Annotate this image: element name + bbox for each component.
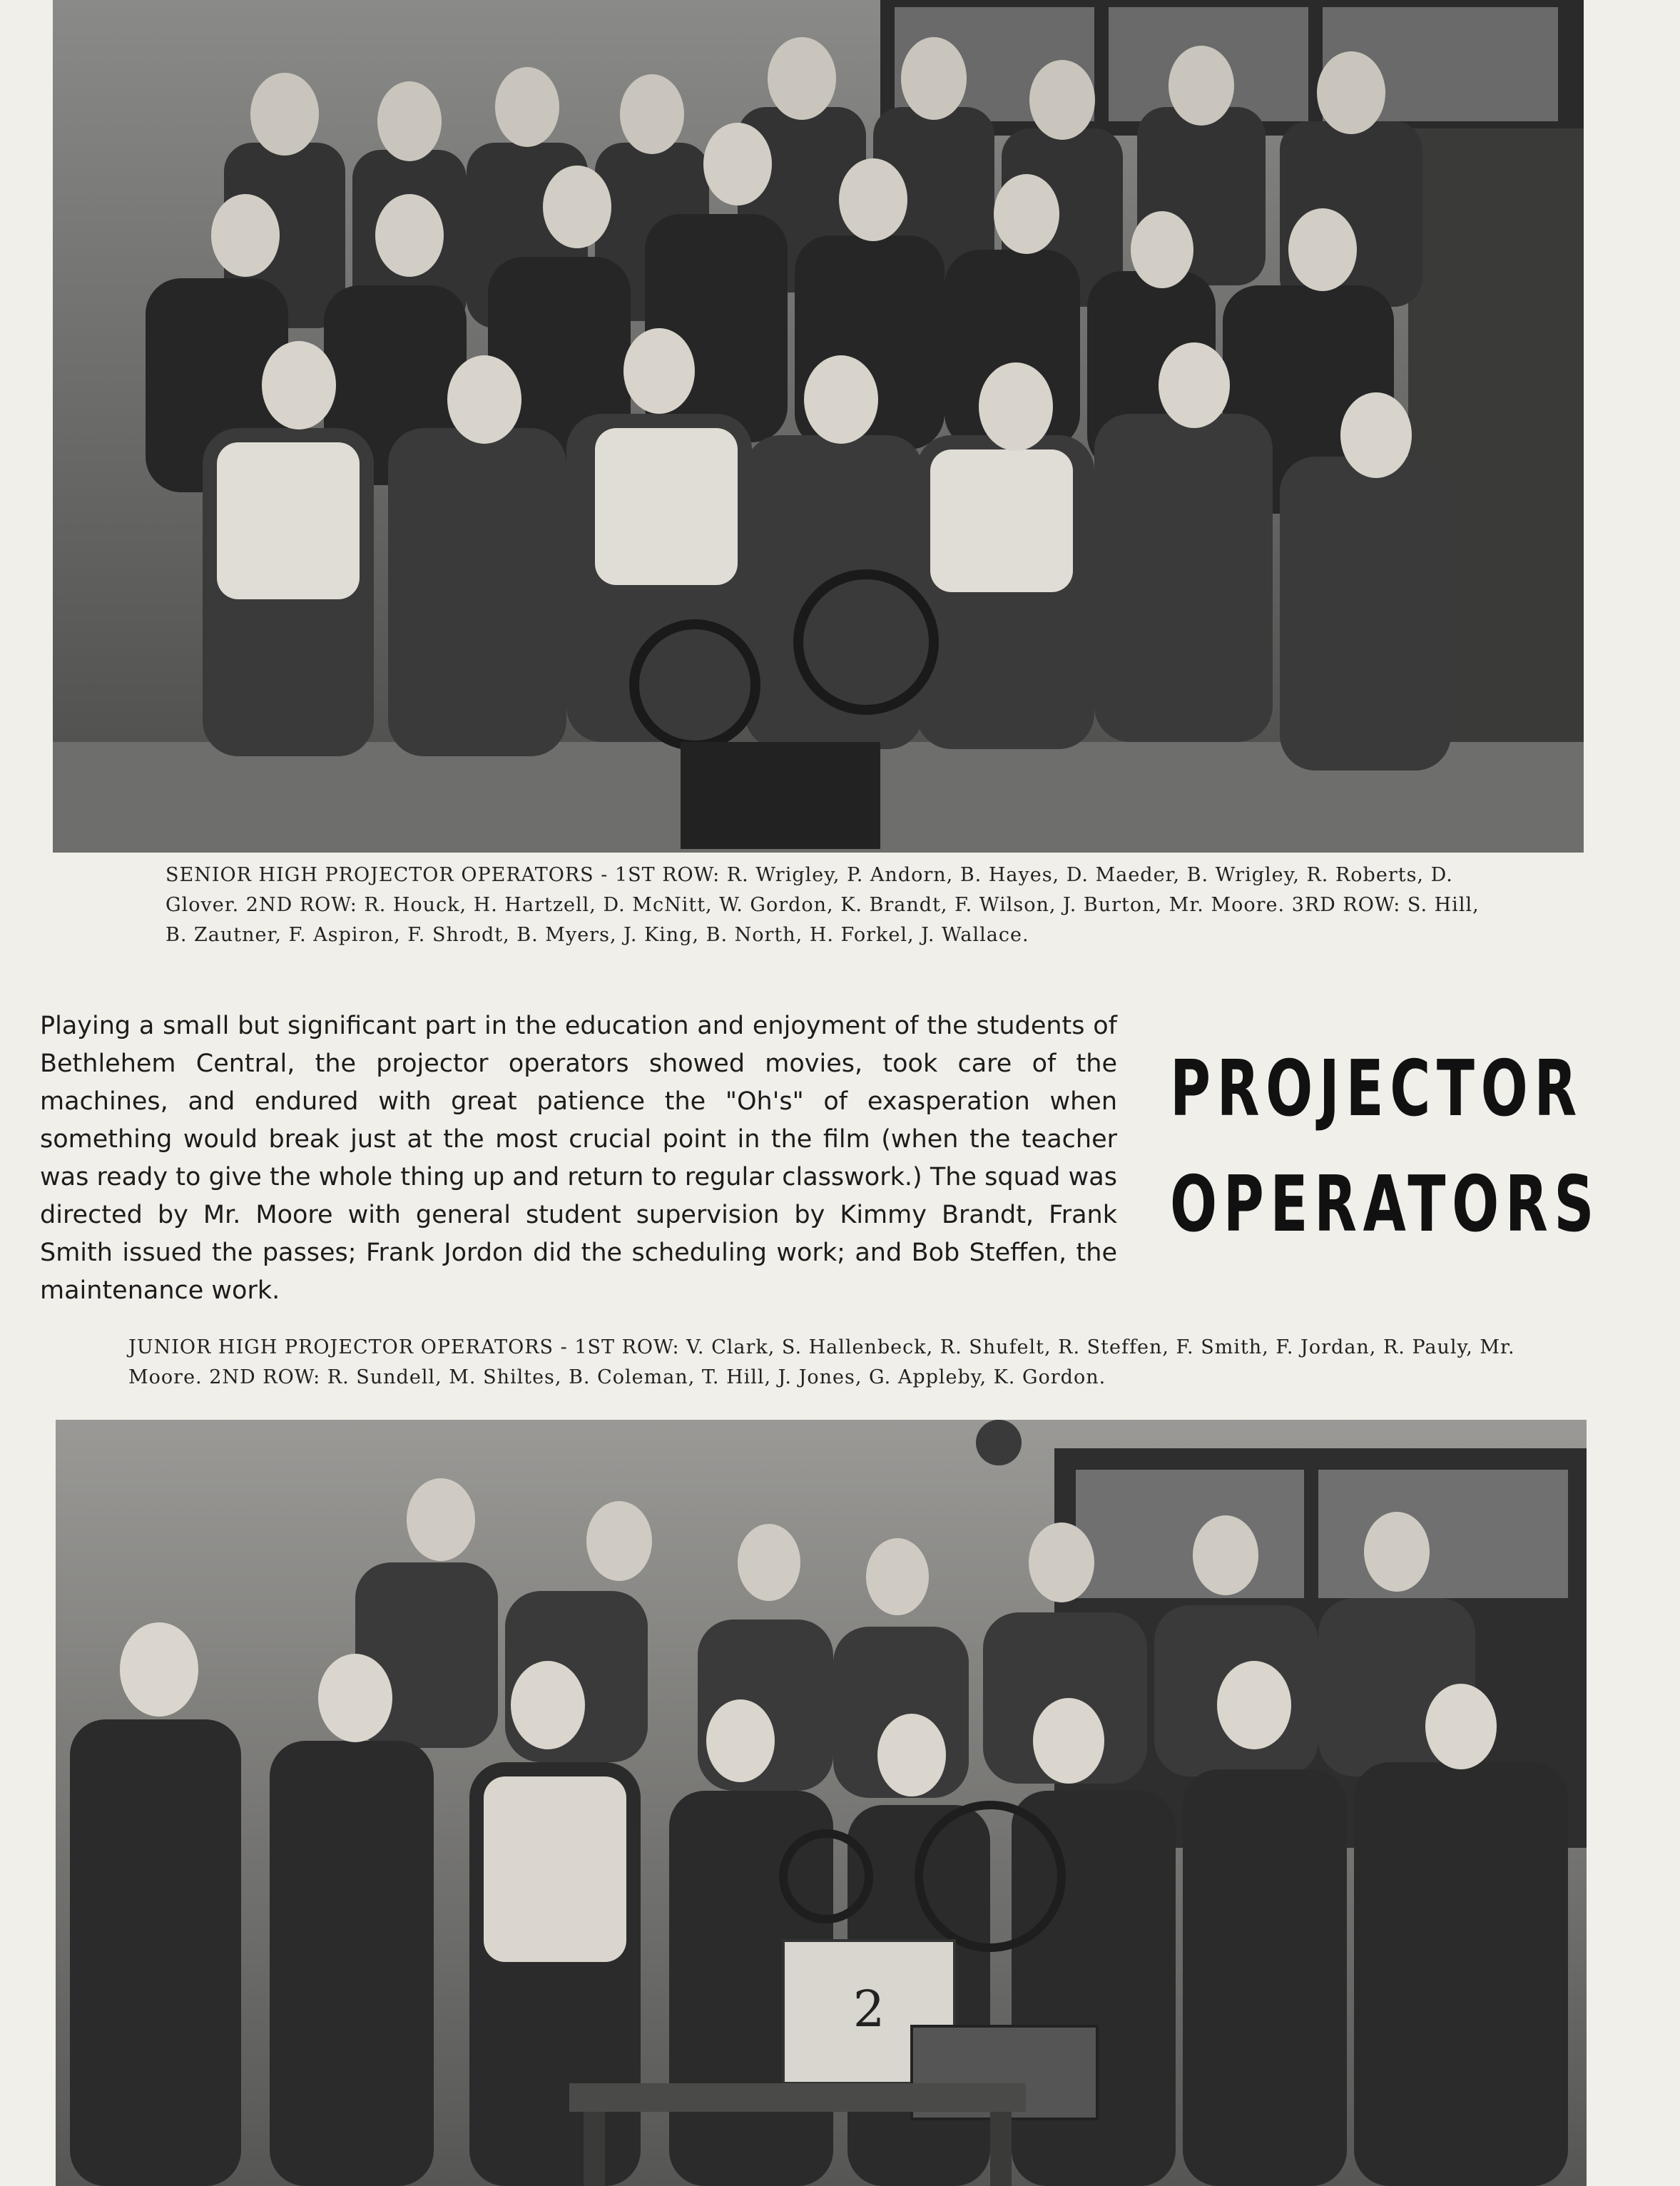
projector-case-label: 2 [852,1980,885,2038]
title-line-2: OPERATORS [1170,1160,1601,1249]
body-paragraph: Playing a small but significant part in the education and enjoyment of the students of Bethlehem Central, the projector operators showed movies, took care of the machines, and endured with great patience the "Oh's" of exasperation when something would break just at the most crucial point in the film (when the teacher was ready to give the whole thing up and return to regular classwork.) The squad was directed by Mr. Moore with general student supervision by Kimmy Brandt, Frank Smith issued the passes; Frank Jordon did the scheduling work; and Bob Steffen, the maintenance work. [40,1012,1117,1305]
senior-caption: SENIOR HIGH PROJECTOR OPERATORS - 1ST ROW: R. Wrigley, P. Andorn, B. Hayes, D. Maeder, B. Wrigley, R. Roberts, D. Glover. 2ND ROW: R. Houck, H. Hartzell, D. McNitt, W. Gordon, K. Brandt, F. Wilson, J. Burton, Mr. Moore. 3RD ROW: S. Hill, B. Zautner, F. Aspiron, F. Shrodt, B. Myers, J. King, B. North, H. Forkel, J. Wallace. [166,864,1480,946]
junior-photo-graphic [56,1420,1587,2186]
page-title [1170,1032,1601,1263]
senior-group-photo [53,0,1584,853]
junior-group-photo [56,1420,1587,2186]
title-line-1: PROJECTOR [1170,1044,1583,1134]
senior-photo-graphic [53,0,1584,853]
junior-caption: JUNIOR HIGH PROJECTOR OPERATORS - 1ST ROW: V. Clark, S. Hallenbeck, R. Shufelt, R. Steffen, F. Smith, F. Jordan, R. Pauly, Mr. Moore. 2ND ROW: R. Sundell, M. Shiltes, B. Coleman, T. Hill, J. Jones, G. Appleby, K. Gordon. [128,1336,1515,1388]
